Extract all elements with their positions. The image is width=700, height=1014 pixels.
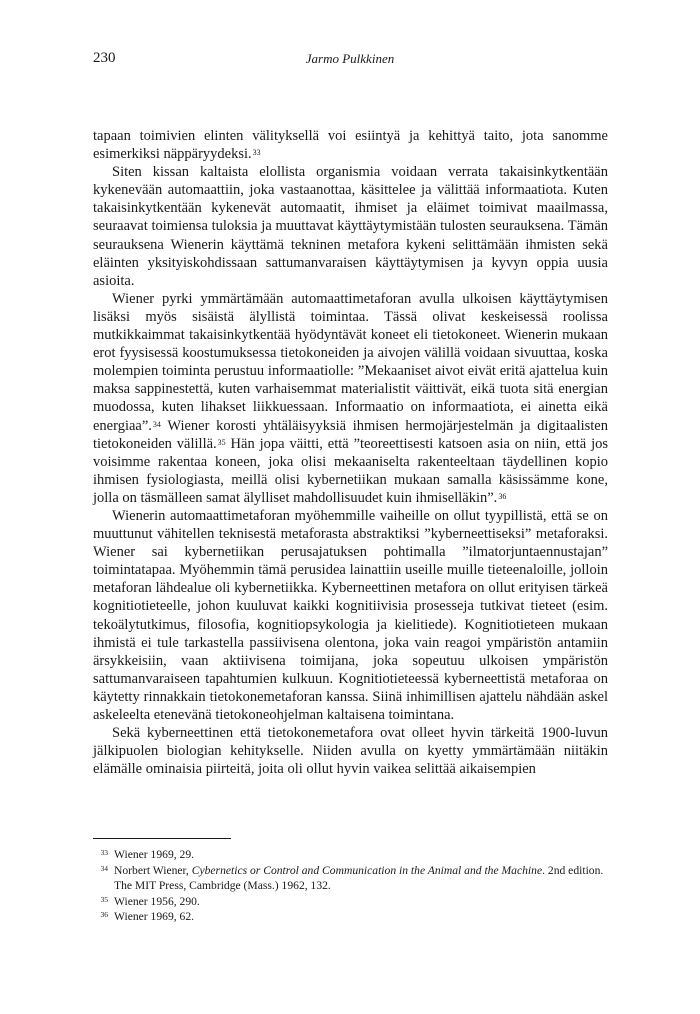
paragraph-text: Wienerin automaattimetaforan myöhemmille vaiheille on ollut tyypillistä, että se on muuttunut vähitellen teknisestä metaforasta abstraktiksi ”kyberneettiseksi” metaforaksi. Wiener sai kybernetiikan perusajatuksen pohtimalla ”ilmatorjuntaennustajan” toimintatapaa. Myöhemmin tämä perusidea lainattiin useille muille tieteenaloille, jolloin metaforan lähdealue oli kybernetiikka. Kyberneettinen metafora on ollut erityisen tärkeä kognitiotieteelle, johon kuuluvat kaikki kognitiivisia prosesseja tutkivat tieteet (esim. tekoälytutkimus, filosofia, kognitiopsykologia ja kielitiede). Kognitiotieteen mukaan ihmistä ei tule tarkastella passiivisena olentona, joka vain reagoi ympäristön antamiin ärsykkeisiin, vaan aktiivisena toimijana, joka sopeutuu ulkoisen ympäristön sattumanvaraiseen tapahtumien kulkuun. Kognitiotieteessä kyberneettistä metaforaa on käytetty rinnakkain tietokonemetaforan kanssa. Siinä inhimillisen ajattelu nähdään askel askeleelta etenevänä tietokoneohjelman kaltaisena toimintana.: [93, 507, 608, 723]
paragraph-text: Wiener korosti yhtäläisyyksiä ihmisen hermojärjestelmän ja digitaalisten tietokoneiden välillä.: [93, 417, 608, 452]
footnote-number: 33: [100, 848, 108, 857]
footnote-number: 36: [100, 910, 108, 920]
footnote-text-part: Wiener 1969, 29.: [114, 848, 195, 861]
paragraph-text: tapaan toimivien elinten välityksellä voi esiintyä ja kehittyä taito, jota sanomme esimerkiksi näppäryydeksi.: [93, 128, 608, 163]
footnote: [93, 847, 608, 863]
paragraph-text: Wiener pyrki ymmärtämään automaattimetaforan avulla ulkoisen käyttäytymisen lisäksi myös sisäistä älyllistä toimintaa. Tässä olivat keskeisessä roolissa mutkikkaimmat takaisinkytkentää hyödyntävät koneet eli tietokoneet. Wienerin mukaan erot fyysisessä koostumuksessa tietokoneiden ja aivojen välillä voidaan sivuuttaa, koska molempien toiminta perustuu informaatiolle: ”Mekaaniset aivot eivät eritä ajattelua kuin maksa sappinestettä, kuten varhaisemmat materialistit väittivät, eikä tuota sitä energian muodossa, kuten lihakset liikkuessaan. Informaatio on informaatiota, ei ainetta eikä energiaa”.: [93, 290, 608, 434]
footnote-text: [114, 909, 608, 925]
footnote-ref: 36: [498, 491, 507, 501]
footnote-number: 34: [100, 863, 108, 873]
footnotes: [93, 847, 608, 925]
footnote-ref: 35: [217, 437, 226, 447]
paragraph-text: Hän jopa väitti, että ”teoreettisesti katsoen asia on niin, että jos voisimme rakentaa koneen, joka olisi mekaaniselta rakenteeltaan täydellinen kopio ihmisen fysiologiasta, meillä olisi kybernetiikan mukaan samalla käsissämme kone, jolla on täsmälleen samat älylliset mahdollisuudet kuin ihmiselläkin”.: [93, 435, 608, 506]
running-head: Jarmo Pulkkinen: [305, 51, 395, 66]
footnote-text-part: Wiener 1956, 290.: [114, 894, 200, 908]
footnote-title: Cybernetics or Control and Communication in the Animal and the Machine: [191, 863, 543, 877]
paragraph: [93, 724, 608, 778]
paragraph: [93, 163, 608, 290]
footnote: [93, 894, 608, 910]
footnote-text: [114, 847, 608, 863]
footnote-text-part: . 2nd edition. The MIT Press, Cambridge (Mass.) 1962, 132.: [114, 863, 604, 893]
footnote-text-part: Norbert Wiener,: [114, 863, 192, 877]
footnote-ref: 33: [252, 148, 261, 158]
paragraph-text: Siten kissan kaltaista elollista organismia voidaan verrata takaisinkytkentään kykenevään automaattiin, joka vastaanottaa, käsittelee ja välittää informaatiota. Kuten takaisinkytkentään kykenevät automaatit, ihmiset ja eläimet toimivat maailmassa, seuraavat toimiensa tuloksia ja muuttavat käyttäytymistään tulosten seurauksena. Tämän seurauksena Wienerin käyttämä tekninen metafora kykeni selittämään ihmisten sekä eläinten yksityiskohdissaan sattumanvaraisen käyttäytymisen ja kyvyn oppia uusia asioita.: [93, 164, 608, 289]
page-number: 230: [93, 50, 116, 66]
footnote-text-part: Wiener 1969, 62.: [114, 910, 195, 924]
footnote: [93, 909, 608, 925]
paragraph: [93, 290, 608, 507]
body-text: [93, 127, 608, 778]
footnote-ref: 34: [152, 419, 161, 429]
paragraph: [93, 127, 608, 163]
footnote-number: 35: [100, 894, 108, 904]
footnote-text: [114, 894, 608, 910]
paragraph: [93, 507, 608, 724]
footnote: [93, 863, 608, 894]
footnote-text: [114, 863, 608, 894]
paragraph-text: Sekä kyberneettinen että tietokonemetafora ovat olleet hyvin tärkeitä 1900-luvun jälkipuolen biologian kehitykselle. Niiden avulla on kyetty ymmärtämään niitäkin elämälle ominaisia piirteitä, joita oli ollut hyvin vaikea selittää aikaisempien: [93, 725, 608, 778]
footnote-divider: [93, 838, 231, 839]
